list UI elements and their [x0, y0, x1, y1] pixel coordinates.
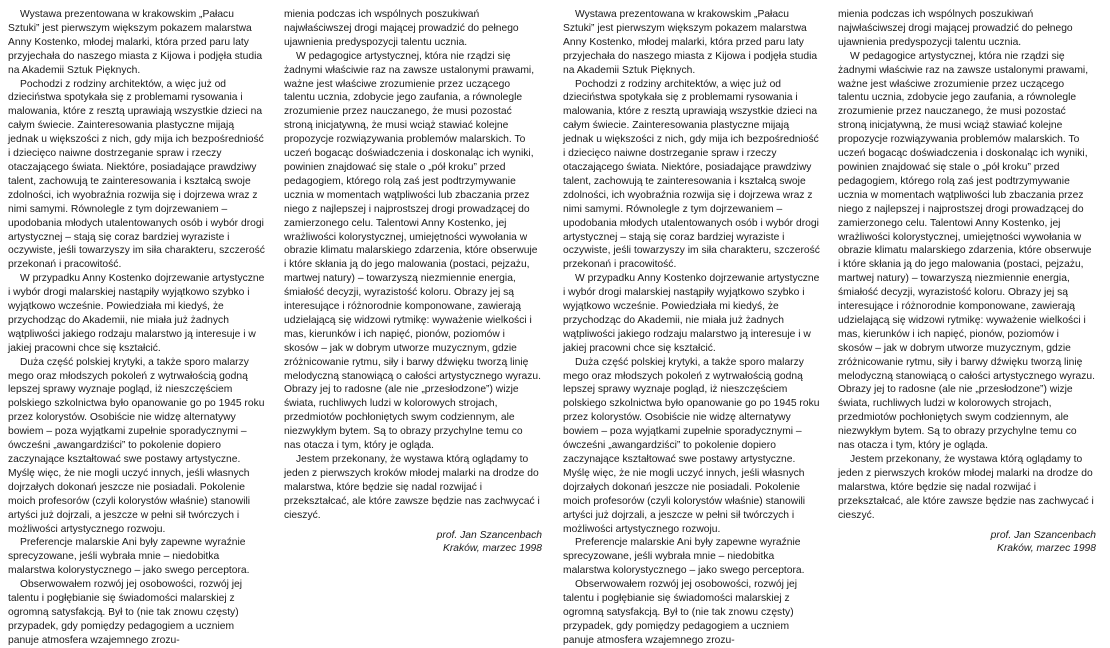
signature: [284, 529, 542, 557]
signature: [838, 529, 1096, 557]
paragraph: W pedagogice artystycznej, która nie rządzi się żadnymi właściwie raz na zawsze ustalonymi prawami, ważne jest właściwe zrozumienie przez uczącego talentu ucznia, zdobycie jego zaufania, a równolegle zrozumienie przez nauczanego, że musi pozostać stroną inicjatywną, że musi wciąż stawiać kolejne propozycje rozwiązywania problemów malarskich. To uczeń bogacąc doświadczenia i doskonaląc ich wyniki, powinien znajdować się stale o „pół kroku” przed pedagogiem, którego rolą zaś jest podtrzymywanie ucznia w momentach wątpliwości lub zbaczania przez niego z najlepszej i najprostszej drogi prowadzącej do zamierzonego celu. Talentowi Anny Kostenko, jej wrażliwości kolorystycznej, umiejętności wywołania w obrazie klimatu malarskiego zdarzenia, które obserwuje i które skłania ją do jego malowania (postaci, pejzażu, martwej natury) – towarzyszą niezmiennie energia, śmiałość decyzji, wyrazistość koloru. Obrazy jej są interesujące i różnorodnie komponowane, zawierają udzielającą się widzowi rytmikę: wyważenie wielkości i mas, kierunków i ich napięć, pionów, poziomów i skosów – jak w dobrym utworze muzycznym, gdzie zróżnicowanie rytmu, siły i barwy dźwięku tworzą linię melodyczną stanowiącą o całości artystycznego wyrazu. Obrazy jej to radosne (ale nie „przesłodzone”) wizje świata, ruchliwych ludzi w kolorowych strojach, przedmiotów pochłoniętych swym codziennym, ale niezwykłym bytem. Są to obrazy przychylne temu co nas otacza i tym, który je ogląda.: [284, 50, 541, 452]
paragraph: Pochodzi z rodziny architektów, a więc już od dzieciństwa spotykała się z problemami rysowania i malowania, które z resztą uprawiają wszystkie dzieci na całym świecie. Zainteresowania plastyczne mijają jednak u większości z nich, gdy mija ich bezpośredniość i dziecięco naiwne dostrzeganie spraw i rzeczy otaczającego świata. Niektóre, posiadające prawdziwy talent, zachowują te zainteresowania i kształcą swoje zdolności, ich wyobraźnia rozwija się i dojrzewa wraz z nimi samymi. Równolegle z tym dojrzewaniem – upodobania młodych utalentowanych osób i wybór drogi artystycznej – stają się coraz bardziej wyraziste i oczywiste, jeśli towarzyszy im siła charakteru, szczerość przekonań i pracowitość.: [563, 78, 820, 271]
paragraph: W przypadku Anny Kostenko dojrzewanie artystyczne i wybór drogi malarskiej nastąpiły wyjątkowo szybko i wyjątkowo wcześnie. Powiedziała mi kiedyś, że przychodząc do Akademii, nie miała już żadnych wątpliwości jakiego rodzaju malarstwo ją interesuje i w jakiej pracowni chce się kształcić.: [8, 273, 265, 354]
signature-place-date: Kraków, marzec 1998: [442, 543, 542, 555]
paragraph: Jestem przekonany, że wystawa którą oglądamy to jeden z pierwszych kroków młodej malarki na drodze do malarstwa, które będzie się nadal rozwijać i przekształcać, ale które zawsze będzie nas zachwycać i cieszyć.: [838, 454, 1094, 521]
paragraph: Duża część polskiej krytyki, a także sporo malarzy mego oraz młodszych pokoleń z wytrwałością godną lepszej sprawy wyznaje pogląd, iż nieszczęściem polskiego szkolnictwa było opanowanie go po 1945 roku przez kolorystów. Osobiście nie widzę alternatywy bowiem – poza wyjątkami zupełnie sporadycznymi – ówcześni „awangardziści” to pokolenie dopiero zaczynające kształtować swe postawy artystyczne. Myślę więc, że nie mogli uczyć innych, jeśli własnych dojrzałych dokonań jeszcze nie posiadali. Pokolenie moich profesorów (czyli kolorystów właśnie) stanowili artyści już dojrzali, a jeszcze w pełni sił twórczych i możliwości artystycznego rozwoju.: [8, 356, 265, 535]
paragraph: Wystawa prezentowana w krakowskim „Pałacu Sztuki” jest pierwszym większym pokazem malarstwa Anny Kostenko, młodej malarki, która przed paru laty przyjechała do naszego miasta z Kijowa i podjęła studia na Akademii Sztuk Pięknych.: [563, 9, 818, 76]
paragraph: Obserwowałem rozwój jej osobowości, rozwój jej talentu i pogłębianie się świadomości malarskiej z ogromną satysfakcją. Był to (nie tak znowu częsty) przypadek, gdy pomiędzy pedagogiem a uczniem panuje atmosfera wzajemnego zrozu-: [8, 579, 243, 646]
paragraph: Preferencje malarskie Ani były zapewne wyraźnie sprecyzowane, jeśli wybrała mnie – niedobitka malarstwa kolorystycznego – jako swego perceptora.: [8, 537, 250, 577]
signature-name: prof. Jan Szancenbach: [436, 529, 542, 541]
paragraph: Obserwowałem rozwój jej osobowości, rozwój jej talentu i pogłębianie się świadomości malarskiej z ogromną satysfakcją. Był to (nie tak znowu częsty) przypadek, gdy pomiędzy pedagogiem a uczniem panuje atmosfera wzajemnego zrozu-: [563, 579, 798, 646]
paragraph: Jestem przekonany, że wystawa którą oglądamy to jeden z pierwszych kroków młodej malarki na drodze do malarstwa, które będzie się nadal rozwijać i przekształcać, ale które zawsze będzie nas zachwycać i cieszyć.: [284, 454, 540, 521]
paragraph: Pochodzi z rodziny architektów, a więc już od dzieciństwa spotykała się z problemami rysowania i malowania, które z resztą uprawiają wszystkie dzieci na całym świecie. Zainteresowania plastyczne mijają jednak u większości z nich, gdy mija ich bezpośredniość i dziecięco naiwne dostrzeganie spraw i rzeczy otaczającego świata. Niektóre, posiadające prawdziwy talent, zachowują te zainteresowania i kształcą swoje zdolności, ich wyobraźnia rozwija się i dojrzewa wraz z nimi samymi. Równolegle z tym dojrzewaniem – upodobania młodych utalentowanych osób i wybór drogi artystycznej – stają się coraz bardziej wyraziste i oczywiste, jeśli towarzyszy im siła charakteru, szczerość przekonań i pracowitość.: [8, 78, 265, 271]
left-page-column-1: [8, 8, 266, 648]
paragraph: mienia podczas ich wspólnych poszukiwań najwłaściwszej drogi mającej prowadzić do pełnego ujawnienia predyspozycji talentu ucznia.: [284, 9, 519, 48]
right-page-column-1: [563, 8, 821, 648]
paragraph: W pedagogice artystycznej, która nie rządzi się żadnymi właściwie raz na zawsze ustalonymi prawami, ważne jest właściwe zrozumienie przez uczącego talentu ucznia, zdobycie jego zaufania, a równolegle zrozumienie przez nauczanego, że musi pozostać stroną inicjatywną, że musi wciąż stawiać kolejne propozycje rozwiązywania problemów malarskich. To uczeń bogacąc doświadczenia i doskonaląc ich wyniki, powinien znajdować się stale o „pół kroku” przed pedagogiem, którego rolą zaś jest podtrzymywanie ucznia w momentach wątpliwości lub zbaczania przez niego z najlepszej i najprostszej drogi prowadzącej do zamierzonego celu. Talentowi Anny Kostenko, jej wrażliwości kolorystycznej, umiejętności wywołania w obrazie klimatu malarskiego zdarzenia, które obserwuje i które skłania ją do jego malowania (postaci, pejzażu, martwej natury) – towarzyszą niezmiennie energia, śmiałość decyzji, wyrazistość koloru. Obrazy jej są interesujące i różnorodnie komponowane, zawierają udzielającą się widzowi rytmikę: wyważenie wielkości i mas, kierunków i ich napięć, pionów, poziomów i skosów – jak w dobrym utworze muzycznym, gdzie zróżnicowanie rytmu, siły i barwy dźwięku tworzą linię melodyczną stanowiącą o całości artystycznego wyrazu. Obrazy jej to radosne (ale nie „przesłodzone”) wizje świata, ruchliwych ludzi w kolorowych strojach, przedmiotów pochłoniętych swym codziennym, ale niezwykłym bytem. Są to obrazy przychylne temu co nas otacza i tym, który je ogląda.: [838, 50, 1095, 452]
right-page-column-2: [838, 8, 1096, 556]
paragraph: mienia podczas ich wspólnych poszukiwań najwłaściwszej drogi mającej prowadzić do pełnego ujawnienia predyspozycji talentu ucznia.: [838, 9, 1073, 48]
paragraph: W przypadku Anny Kostenko dojrzewanie artystyczne i wybór drogi malarskiej nastąpiły wyjątkowo szybko i wyjątkowo wcześnie. Powiedziała mi kiedyś, że przychodząc do Akademii, nie miała już żadnych wątpliwości jakiego rodzaju malarstwo ją interesuje i w jakiej pracowni chce się kształcić.: [563, 273, 820, 354]
paragraph: Duża część polskiej krytyki, a także sporo malarzy mego oraz młodszych pokoleń z wytrwałością godną lepszej sprawy wyznaje pogląd, iż nieszczęściem polskiego szkolnictwa było opanowanie go po 1945 roku przez kolorystów. Osobiście nie widzę alternatywy bowiem – poza wyjątkami zupełnie sporadycznymi – ówcześni „awangardziści” to pokolenie dopiero zaczynające kształtować swe postawy artystyczne. Myślę więc, że nie mogli uczyć innych, jeśli własnych dojrzałych dokonań jeszcze nie posiadali. Pokolenie moich profesorów (czyli kolorystów właśnie) stanowili artyści już dojrzali, a jeszcze w pełni sił twórczych i możliwości artystycznego rozwoju.: [563, 356, 820, 535]
signature-place-date: Kraków, marzec 1998: [996, 543, 1096, 555]
paragraph: Wystawa prezentowana w krakowskim „Pałacu Sztuki” jest pierwszym większym pokazem malarstwa Anny Kostenko, młodej malarki, która przed paru laty przyjechała do naszego miasta z Kijowa i podjęła studia na Akademii Sztuk Pięknych.: [8, 9, 263, 76]
paragraph: Preferencje malarskie Ani były zapewne wyraźnie sprecyzowane, jeśli wybrała mnie – niedobitka malarstwa kolorystycznego – jako swego perceptora.: [563, 537, 805, 577]
left-page-column-2: [284, 8, 542, 556]
signature-name: prof. Jan Szancenbach: [990, 529, 1096, 541]
